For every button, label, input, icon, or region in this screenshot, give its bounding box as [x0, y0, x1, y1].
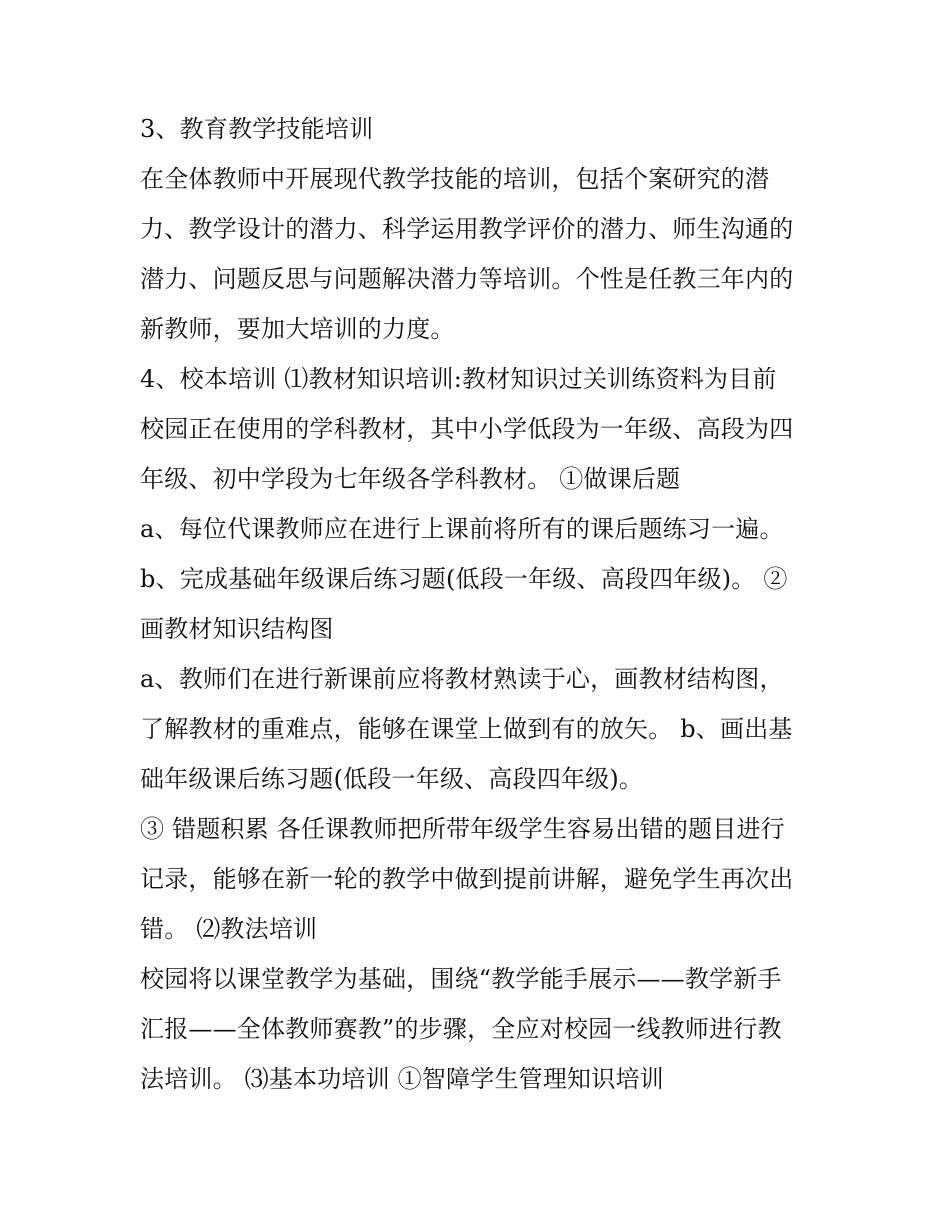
text-line: 了解教材的重难点，能够在课堂上做到有的放矢。 b、画出基 — [140, 715, 793, 743]
text-line: 法培训。 ⑶基本功培训 ①智障学生管理知识培训 — [140, 1065, 664, 1093]
section-heading-4: 4、校本培训 ⑴教材知识培训:教材知识过关训练资料为目前 — [140, 365, 777, 393]
text-line: 年级、初中学段为七年级各学科教材。 ①做课后题 — [140, 465, 681, 493]
text-line: a、每位代课教师应在进行上课前将所有的课后题练习一遍。 — [140, 515, 784, 543]
text-line: 潜力、问题反思与问题解决潜力等培训。个性是任教三年内的 — [140, 265, 794, 293]
section-heading-3: 3、教育教学技能培训 — [140, 115, 374, 143]
text-line: 力、教学设计的潜力、科学运用教学评价的潜力、师生沟通的 — [140, 215, 794, 243]
text-line: 校园将以课堂教学为基础，围绕“教学能手展示——教学新手 — [140, 965, 782, 993]
text-line: a、教师们在进行新课前应将教材熟读于心，画教材结构图， — [140, 665, 784, 693]
text-line: ③ 错题积累 各任课教师把所带年级学生容易出错的题目进行 — [140, 815, 785, 843]
text-line: 画教材知识结构图 — [140, 615, 334, 643]
text-line: 础年级课后练习题(低段一年级、高段四年级)。 — [140, 765, 644, 793]
text-line: 在全体教师中开展现代教学技能的培训，包括个案研究的潜 — [140, 165, 770, 193]
text-line: 记录，能够在新一轮的教学中做到提前讲解，避免学生再次出 — [140, 865, 794, 893]
text-line: 汇报——全体教师赛教”的步骤，全应对校园一线教师进行教 — [140, 1015, 782, 1043]
text-line: 新教师，要加大培训的力度。 — [140, 315, 455, 343]
text-line: 校园正在使用的学科教材，其中小学低段为一年级、高段为四 — [140, 415, 794, 443]
text-line: b、完成基础年级课后练习题(低段一年级、高段四年级)。 ② — [140, 565, 788, 593]
text-line: 错。 ⑵教法培训 — [140, 915, 318, 943]
